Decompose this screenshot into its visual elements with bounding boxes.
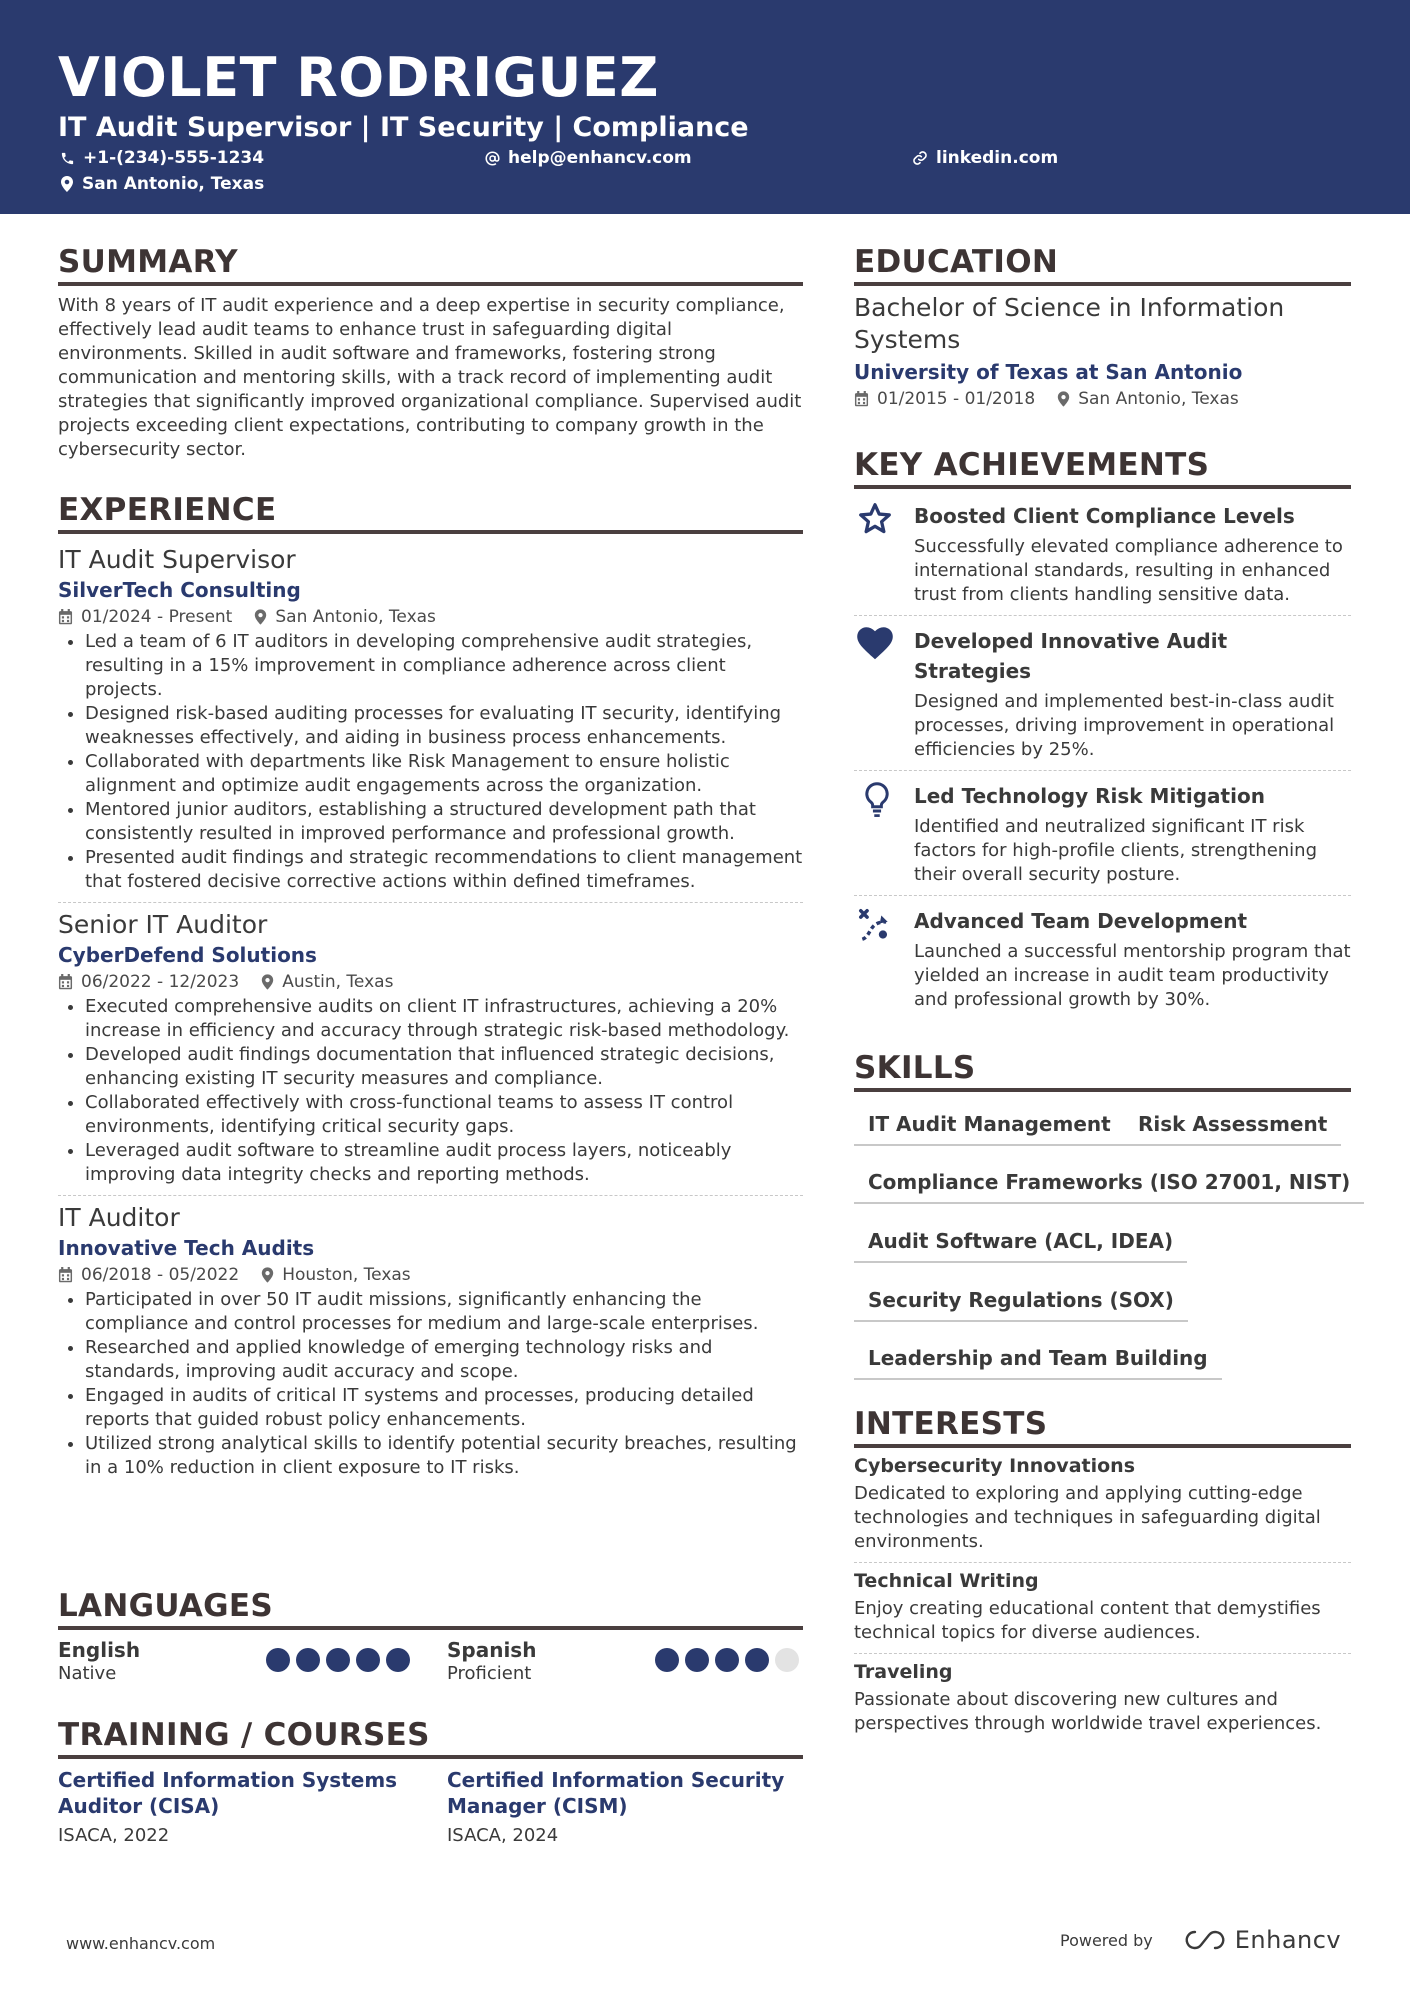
achievements-heading: KEY ACHIEVEMENTS [854,447,1351,489]
interest-desc: Enjoy creating educational content that demystifies technical topics for diverse audiences. [854,1598,1321,1643]
powered-by-label: Powered by [1060,1930,1153,1950]
candidate-title: IT Audit Supervisor | IT Security | Compliance [58,112,749,143]
language-rating [260,1648,410,1676]
language-item [447,1638,536,1686]
divider [854,1562,1351,1563]
achievement-title: Boosted Client Compliance Levels [914,504,1295,528]
achievement-desc: Designed and implemented best-in-class audit processes, driving improvement in operational efficiencies by 25%. [914,691,1335,760]
job-meta [58,1262,803,1288]
calendar-icon [58,609,73,625]
star-icon [856,501,894,537]
job-role: IT Auditor [58,1203,180,1232]
job-company: Innovative Tech Audits [58,1236,315,1260]
achievement-item [854,626,1351,762]
phone-icon [60,151,75,166]
location-pin-icon [60,176,74,192]
job-bullet: • Designed risk-based auditing processes for evaluating IT security, identifying weaknesses effectively, and aiding in business process enhancements. [85,702,803,750]
summary-heading: SUMMARY [58,244,803,286]
divider [854,770,1351,771]
experience-heading: EXPERIENCE [58,492,803,534]
job-entry [58,909,803,1187]
brand-name: Enhancv [1234,1926,1342,1954]
job-role: IT Audit Supervisor [58,545,296,574]
interest-item [854,1658,1351,1736]
education-heading: EDUCATION [854,244,1351,286]
location-contact [60,174,264,194]
rating-dot-filled [356,1648,380,1672]
skills-heading: SKILLS [854,1050,1351,1092]
strategy-icon [856,906,894,944]
language-level: Native [58,1663,117,1684]
rating-dot-filled [655,1648,679,1672]
achievement-item [854,781,1351,887]
rating-dot-filled [266,1648,290,1672]
degree-name: Bachelor of Science in Information Systems [854,293,1285,354]
achievement-item [854,501,1351,607]
experience-section [58,492,803,1480]
footer-branding [1060,1926,1341,1954]
languages-heading: LANGUAGES [58,1588,803,1630]
rating-dot-filled [745,1648,769,1672]
job-location: Houston, Texas [282,1265,411,1285]
candidate-name: VIOLET RODRIGUEZ [58,46,659,109]
lightbulb-icon [860,781,894,819]
interest-title: Technical Writing [854,1570,1039,1592]
job-entry [58,1202,803,1480]
linkedin-link[interactable]: linkedin.com [936,148,1059,168]
location-pin-icon [261,974,274,990]
heart-icon [856,626,894,660]
rating-dot-filled [296,1648,320,1672]
rating-dot-empty [775,1648,799,1672]
language-rating [649,1648,799,1676]
job-location: San Antonio, Texas [275,607,436,627]
phone-contact [60,148,264,168]
achievement-item [854,906,1351,1012]
location-text: San Antonio, Texas [82,174,265,194]
job-bullet: • Led a team of 6 IT auditors in developing comprehensive audit strategies, resulting in a 15% improvement in compliance adherence across client projects. [85,630,803,702]
resume-header [0,0,1410,214]
job-bullets [58,995,803,1187]
job-bullet: • Utilized strong analytical skills to identify potential security breaches, resulting in a 10% reduction in client exposure to IT risks. [85,1432,803,1480]
summary-text: With 8 years of IT audit experience and a deep expertise in security compliance, effectively lead audit teams to enhance trust in safeguarding digital environments. Skilled in audit software and frameworks, fostering strong communication and mentoring skills, with a track record of implementing audit strategies that significantly improved organizational compliance. Supervised audit projects exceeding client expectations, contributing to company growth in the cybersecurity sector. [58,295,802,460]
job-bullet: • Executed comprehensive audits on client IT infrastructures, achieving a 20% increase in efficiency and accuracy through strategic risk-based methodology. [85,995,803,1043]
language-name: English [58,1638,141,1662]
job-location: Austin, Texas [282,972,394,992]
email-contact [485,148,692,168]
linkedin-contact [912,148,1058,168]
rating-dot-filled [386,1648,410,1672]
divider [854,615,1351,616]
education-meta [854,386,1351,412]
training-name: Certified Information Security Manager (CISM) [447,1768,785,1818]
languages-list [58,1638,803,1698]
education-location: San Antonio, Texas [1078,389,1239,409]
training-detail: ISACA, 2022 [58,1825,170,1846]
job-bullets [58,630,803,894]
job-dates: 06/2018 - 05/2022 [81,1265,240,1285]
job-bullet: • Collaborated with departments like Risk Management to ensure holistic alignment and optimize audit engagements across the organization. [85,750,803,798]
job-bullet: • Collaborated effectively with cross-functional teams to assess IT control environments, identifying critical security gaps. [85,1091,803,1139]
interest-item [854,1452,1351,1554]
location-pin-icon [254,609,267,625]
summary-section [58,244,803,462]
training-heading: TRAINING / COURSES [58,1717,803,1759]
job-bullets [58,1288,803,1480]
interest-title: Traveling [854,1661,953,1683]
job-meta [58,969,803,995]
rating-dot-filled [326,1648,350,1672]
language-level: Proficient [447,1663,532,1684]
skill-tag: Security Regulations (SOX) [854,1288,1188,1322]
achievement-desc: Identified and neutralized significant IT risk factors for high-profile clients, strengthening their overall security posture. [914,816,1318,885]
job-entry [58,544,803,894]
job-company: SilverTech Consulting [58,578,301,602]
location-pin-icon [1057,391,1070,407]
achievement-title: Led Technology Risk Mitigation [914,784,1265,808]
education-section [854,244,1351,412]
job-dates: 01/2024 - Present [81,607,233,627]
training-detail: ISACA, 2024 [447,1825,559,1846]
training-list [58,1767,803,1867]
languages-section [58,1588,803,1698]
interest-desc: Dedicated to exploring and applying cutting-edge technologies and techniques in safeguarding digital environments. [854,1483,1321,1552]
divider [854,1653,1351,1654]
job-company: CyberDefend Solutions [58,943,317,967]
skill-tag: Leadership and Team Building [854,1346,1222,1380]
skills-section [854,1050,1351,1380]
location-pin-icon [261,1267,274,1283]
skill-tag: Compliance Frameworks (ISO 27001, NIST) [854,1170,1364,1204]
interests-section [854,1406,1351,1736]
divider [58,1195,803,1196]
training-section [58,1717,803,1867]
language-name: Spanish [447,1638,537,1662]
interests-heading: INTERESTS [854,1406,1351,1448]
interest-title: Cybersecurity Innovations [854,1455,1136,1477]
footer-website[interactable]: www.enhancv.com [66,1934,216,1953]
interest-item [854,1567,1351,1645]
at-icon [485,151,500,166]
achievements-section [854,447,1351,1012]
job-bullet: • Developed audit findings documentation that influenced strategic decisions, enhancing existing IT security measures and compliance. [85,1043,803,1091]
divider [58,902,803,903]
skill-tag: IT Audit Management [854,1112,1125,1146]
school-name: University of Texas at San Antonio [854,360,1243,384]
job-role: Senior IT Auditor [58,910,268,939]
job-bullet: • Engaged in audits of critical IT systems and processes, producing detailed reports that guided robust policy enhancements. [85,1384,803,1432]
job-meta [58,604,803,630]
calendar-icon [854,391,869,407]
language-item [58,1638,140,1686]
calendar-icon [58,974,73,990]
job-dates: 06/2022 - 12/2023 [81,972,240,992]
education-dates: 01/2015 - 01/2018 [877,389,1036,409]
divider [854,895,1351,896]
enhancv-logo-icon [1181,1927,1229,1953]
email-link[interactable]: help@enhancv.com [508,148,692,168]
training-item [58,1767,398,1849]
job-bullet: • Presented audit findings and strategic recommendations to client management that fostered decisive corrective actions within defined timeframes. [85,846,803,894]
achievement-title: Advanced Team Development [914,909,1247,933]
achievement-desc: Successfully elevated compliance adherence to international standards, resulting in enhanced trust from clients handling sensitive data. [914,536,1343,605]
job-bullet: • Researched and applied knowledge of emerging technology risks and standards, improving audit accuracy and scope. [85,1336,803,1384]
link-icon [912,150,928,166]
job-bullet: • Mentored junior auditors, establishing a structured development path that consistently resulted in improved performance and professional growth. [85,798,803,846]
training-name: Certified Information Systems Auditor (CISA) [58,1768,398,1818]
rating-dot-filled [715,1648,739,1672]
skill-tag: Risk Assessment [1124,1112,1341,1146]
skill-tag: Audit Software (ACL, IDEA) [854,1229,1187,1263]
interest-desc: Passionate about discovering new cultures and perspectives through worldwide travel experiences. [854,1689,1322,1734]
job-bullet: • Participated in over 50 IT audit missions, significantly enhancing the compliance and control processes for medium and large-scale enterprises. [85,1288,803,1336]
job-bullet: • Leveraged audit software to streamline audit process layers, noticeably improving data integrity checks and reporting methods. [85,1139,803,1187]
achievement-title: Developed Innovative Audit Strategies [914,629,1228,683]
calendar-icon [58,1267,73,1283]
achievement-desc: Launched a successful mentorship program that yielded an increase in audit team productivity and professional growth by 30%. [914,941,1351,1010]
rating-dot-filled [685,1648,709,1672]
training-item [447,1767,787,1849]
phone-number[interactable]: +1-(234)-555-1234 [83,148,265,168]
